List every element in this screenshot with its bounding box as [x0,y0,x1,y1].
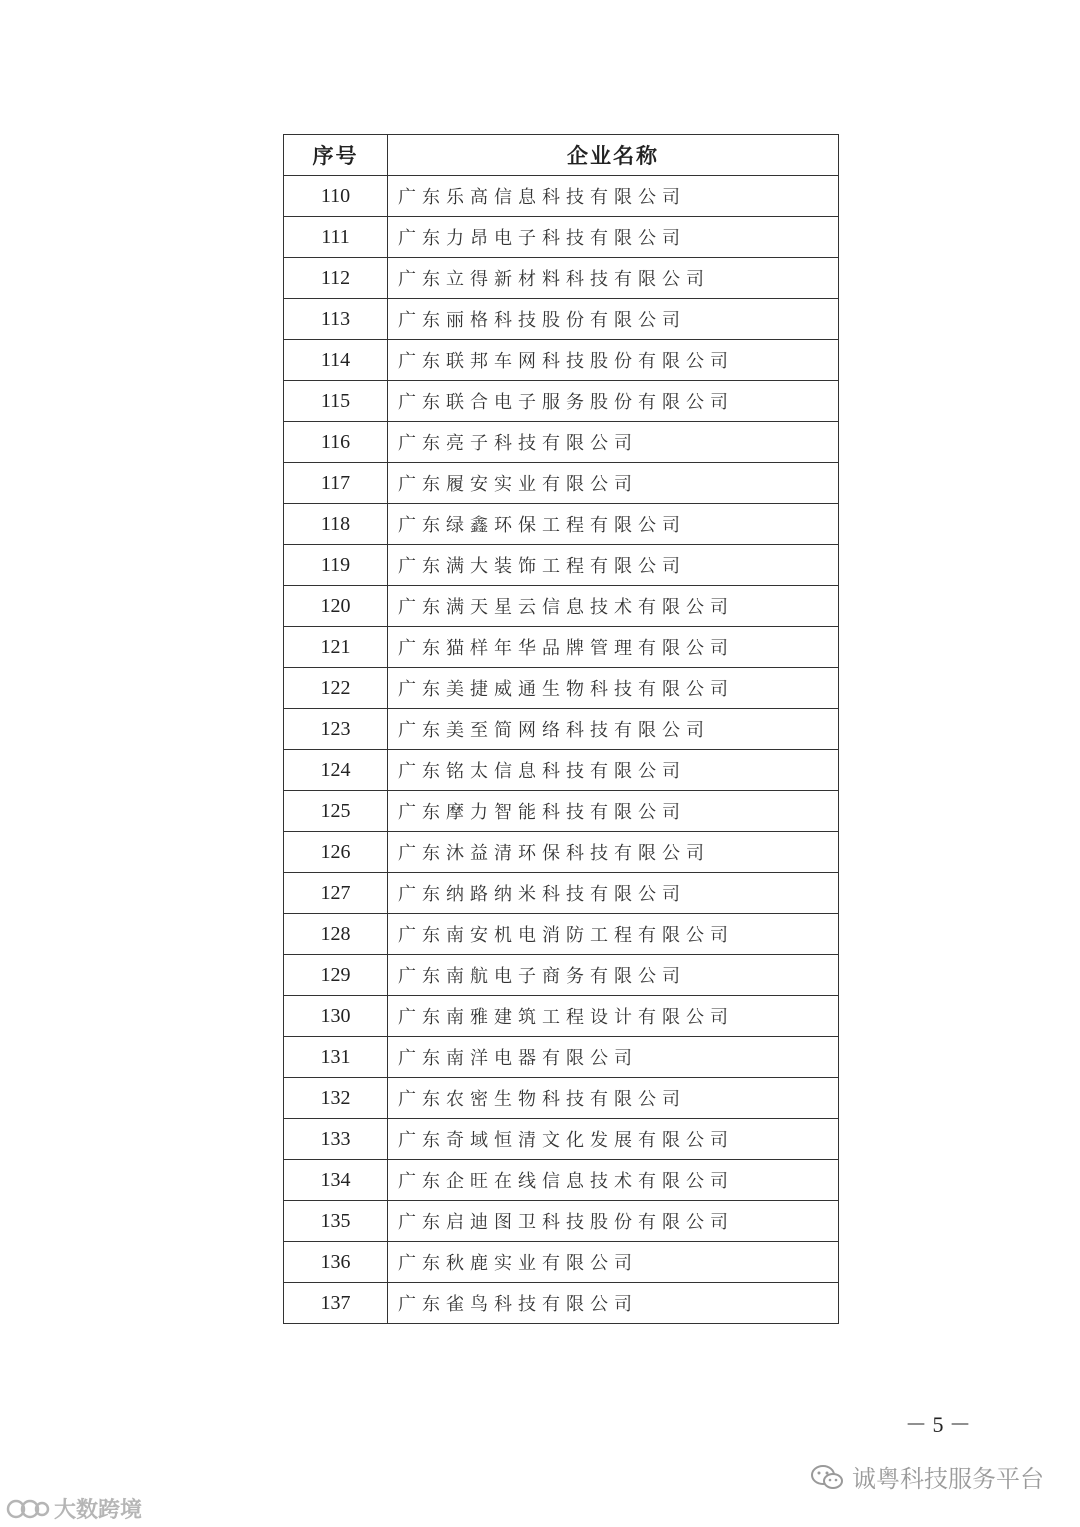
source-watermark-text: 大数跨境 [54,1498,143,1523]
table-row [284,299,839,340]
source-watermark [6,1493,142,1524]
table-row [284,586,839,627]
table-row [284,709,839,750]
row-company-name: 广东联邦车网科技股份有限公司 [388,340,839,381]
row-index: 110 [284,176,388,217]
row-company-name: 广东履安实业有限公司 [388,463,839,504]
row-index: 136 [284,1242,388,1283]
row-company-name: 广东奇域恒清文化发展有限公司 [388,1119,839,1160]
row-index: 135 [284,1201,388,1242]
row-company-name: 广东猫样年华品牌管理有限公司 [388,627,839,668]
row-index: 132 [284,1078,388,1119]
row-index: 113 [284,299,388,340]
row-index: 128 [284,914,388,955]
row-index: 130 [284,996,388,1037]
row-company-name: 广东力昂电子科技有限公司 [388,217,839,258]
row-company-name: 广东满天星云信息技术有限公司 [388,586,839,627]
row-index: 129 [284,955,388,996]
table-row [284,791,839,832]
row-index: 137 [284,1283,388,1324]
row-index: 116 [284,422,388,463]
row-index: 118 [284,504,388,545]
row-company-name: 广东乐高信息科技有限公司 [388,176,839,217]
row-index: 122 [284,668,388,709]
table-row [284,955,839,996]
row-index: 119 [284,545,388,586]
row-company-name: 广东联合电子服务股份有限公司 [388,381,839,422]
row-company-name: 广东亮子科技有限公司 [388,422,839,463]
row-company-name: 广东摩力智能科技有限公司 [388,791,839,832]
row-company-name: 广东纳路纳米科技有限公司 [388,873,839,914]
wechat-icon [810,1464,844,1490]
table-row [284,914,839,955]
source-logo-icon [6,1497,50,1521]
table-row [284,1078,839,1119]
wechat-account-name: 诚粤科技服务平台 [852,1465,1044,1493]
row-index: 114 [284,340,388,381]
row-index: 133 [284,1119,388,1160]
table-row [284,1119,839,1160]
row-company-name: 广东雀鸟科技有限公司 [388,1283,839,1324]
table-row [284,381,839,422]
row-index: 124 [284,750,388,791]
row-company-name: 广东美捷威通生物科技有限公司 [388,668,839,709]
row-index: 117 [284,463,388,504]
row-company-name: 广东满大装饰工程有限公司 [388,545,839,586]
table-row [284,996,839,1037]
row-index: 131 [284,1037,388,1078]
page-number: － 5 － [905,1412,972,1437]
header-index: 序号 [284,135,388,176]
table-row [284,176,839,217]
table-row [284,504,839,545]
row-company-name: 广东美至简网络科技有限公司 [388,709,839,750]
wechat-account-watermark [810,1459,1044,1494]
row-company-name: 广东南雅建筑工程设计有限公司 [388,996,839,1037]
row-index: 123 [284,709,388,750]
table-row [284,627,839,668]
table-row [284,750,839,791]
table-row [284,463,839,504]
table-row [284,832,839,873]
table-row [284,422,839,463]
row-company-name: 广东农密生物科技有限公司 [388,1078,839,1119]
table-row [284,258,839,299]
row-company-name: 广东企旺在线信息技术有限公司 [388,1160,839,1201]
row-index: 134 [284,1160,388,1201]
table-row [284,873,839,914]
row-company-name: 广东秋鹿实业有限公司 [388,1242,839,1283]
row-index: 120 [284,586,388,627]
row-company-name: 广东铭太信息科技有限公司 [388,750,839,791]
row-index: 111 [284,217,388,258]
row-company-name: 广东丽格科技股份有限公司 [388,299,839,340]
row-index: 115 [284,381,388,422]
row-index: 125 [284,791,388,832]
row-company-name: 广东南洋电器有限公司 [388,1037,839,1078]
row-company-name: 广东启迪图卫科技股份有限公司 [388,1201,839,1242]
table-row [284,1037,839,1078]
row-company-name: 广东南安机电消防工程有限公司 [388,914,839,955]
table-row [284,340,839,381]
header-company-name: 企业名称 [388,135,839,176]
table-header-row [284,135,839,176]
row-index: 121 [284,627,388,668]
row-index: 127 [284,873,388,914]
company-table [283,134,839,1324]
table-row [284,217,839,258]
row-company-name: 广东沐益清环保科技有限公司 [388,832,839,873]
row-company-name: 广东立得新材料科技有限公司 [388,258,839,299]
row-index: 112 [284,258,388,299]
row-index: 126 [284,832,388,873]
table-row [284,545,839,586]
row-company-name: 广东南航电子商务有限公司 [388,955,839,996]
table-row [284,1160,839,1201]
table-row [284,1242,839,1283]
table-row [284,668,839,709]
row-company-name: 广东绿鑫环保工程有限公司 [388,504,839,545]
table-row [284,1201,839,1242]
table-row [284,1283,839,1324]
